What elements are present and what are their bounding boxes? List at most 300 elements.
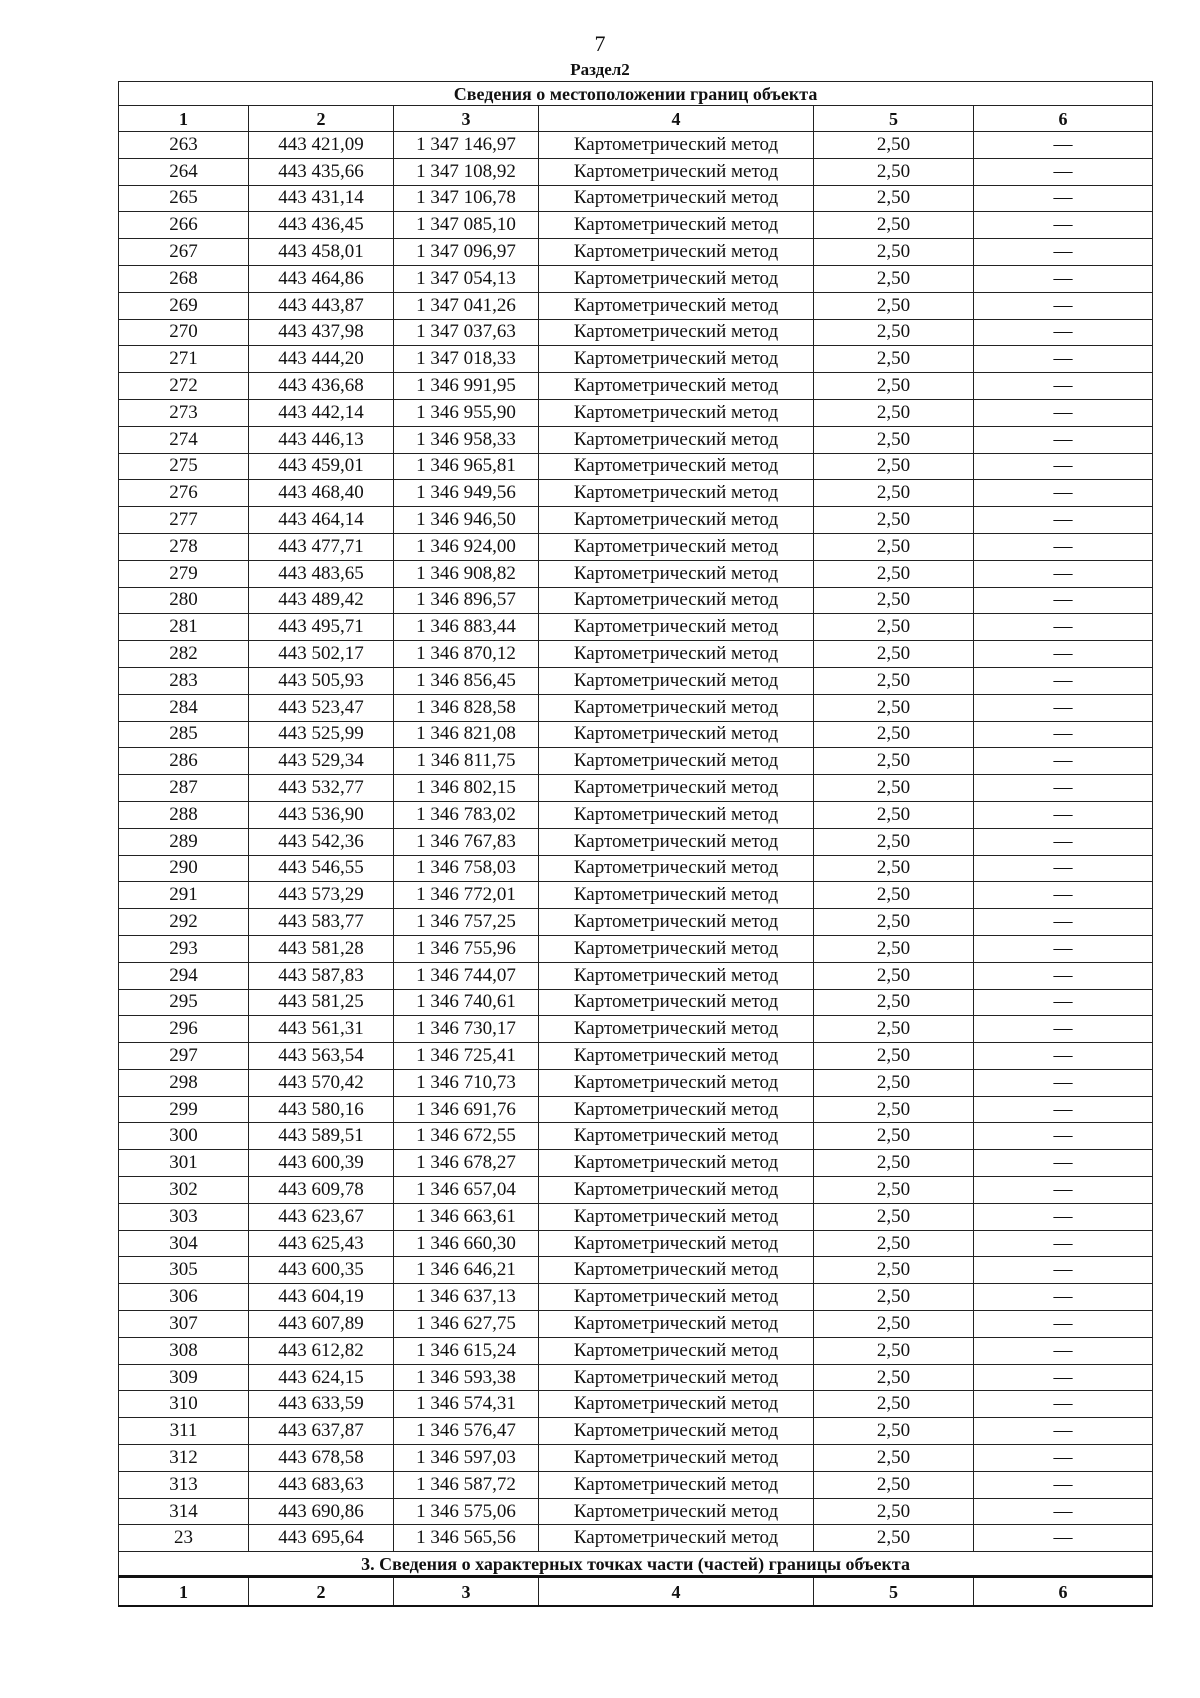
cell-coord-y: 1 346 767,83 [394,828,539,855]
cell-note: — [974,909,1153,936]
cell-coord-x: 443 431,14 [249,185,394,212]
cell-coord-x: 443 623,67 [249,1203,394,1230]
cell-method: Картометрический метод [539,1364,814,1391]
cell-coord-y: 1 346 946,50 [394,507,539,534]
cell-accuracy: 2,50 [814,1525,974,1552]
cell-coord-x: 443 612,82 [249,1337,394,1364]
cell-point-number: 278 [119,533,249,560]
cell-note: — [974,1257,1153,1284]
cell-coord-x: 443 437,98 [249,319,394,346]
cell-note: — [974,989,1153,1016]
table-row [119,1498,1153,1525]
column-number: 1 [119,106,249,132]
cell-method: Картометрический метод [539,989,814,1016]
cell-coord-x: 443 525,99 [249,721,394,748]
cell-coord-x: 443 609,78 [249,1177,394,1204]
cell-coord-y: 1 346 615,24 [394,1337,539,1364]
cell-point-number: 280 [119,587,249,614]
cell-coord-y: 1 346 657,04 [394,1177,539,1204]
cell-method: Картометрический метод [539,1498,814,1525]
cell-method: Картометрический метод [539,1230,814,1257]
cell-method: Картометрический метод [539,1471,814,1498]
cell-note: — [974,667,1153,694]
cell-coord-x: 443 421,09 [249,132,394,159]
cell-method: Картометрический метод [539,962,814,989]
cell-method: Картометрический метод [539,1123,814,1150]
cell-point-number: 266 [119,212,249,239]
cell-coord-x: 443 536,90 [249,801,394,828]
cell-method: Картометрический метод [539,265,814,292]
cell-method: Картометрический метод [539,614,814,641]
cell-accuracy: 2,50 [814,1123,974,1150]
cell-point-number: 274 [119,426,249,453]
cell-coord-y: 1 346 828,58 [394,694,539,721]
table-row [119,1471,1153,1498]
cell-accuracy: 2,50 [814,319,974,346]
cell-coord-x: 443 600,35 [249,1257,394,1284]
cell-coord-y: 1 346 672,55 [394,1123,539,1150]
cell-coord-y: 1 346 883,44 [394,614,539,641]
cell-coord-x: 443 532,77 [249,775,394,802]
cell-point-number: 299 [119,1096,249,1123]
cell-note: — [974,1471,1153,1498]
cell-point-number: 269 [119,292,249,319]
cell-point-number: 292 [119,909,249,936]
cell-accuracy: 2,50 [814,1391,974,1418]
cell-coord-x: 443 580,16 [249,1096,394,1123]
cell-point-number: 271 [119,346,249,373]
cell-accuracy: 2,50 [814,962,974,989]
cell-method: Картометрический метод [539,721,814,748]
cell-point-number: 283 [119,667,249,694]
cell-coord-y: 1 346 965,81 [394,453,539,480]
cell-coord-x: 443 505,93 [249,667,394,694]
cell-point-number: 279 [119,560,249,587]
cell-coord-x: 443 542,36 [249,828,394,855]
cell-accuracy: 2,50 [814,828,974,855]
cell-note: — [974,185,1153,212]
cell-note: — [974,292,1153,319]
table-caption: Сведения о местоположении границ объекта [119,82,1153,106]
table-row [119,292,1153,319]
cell-note: — [974,775,1153,802]
cell-coord-x: 443 695,64 [249,1525,394,1552]
cell-coord-x: 443 489,42 [249,587,394,614]
cell-accuracy: 2,50 [814,507,974,534]
cell-point-number: 285 [119,721,249,748]
cell-point-number: 297 [119,1043,249,1070]
cell-note: — [974,614,1153,641]
table-row [119,989,1153,1016]
table-row [119,1096,1153,1123]
cell-coord-x: 443 459,01 [249,453,394,480]
cell-note: — [974,935,1153,962]
table-row [119,265,1153,292]
cell-method: Картометрический метод [539,373,814,400]
cell-accuracy: 2,50 [814,1337,974,1364]
cell-coord-x: 443 604,19 [249,1284,394,1311]
cell-accuracy: 2,50 [814,1284,974,1311]
cell-point-number: 294 [119,962,249,989]
cell-coord-y: 1 346 597,03 [394,1445,539,1472]
cell-coord-y: 1 346 908,82 [394,560,539,587]
cell-coord-y: 1 346 958,33 [394,426,539,453]
cell-method: Картометрический метод [539,1150,814,1177]
column-number: 2 [249,1577,394,1607]
cell-accuracy: 2,50 [814,1418,974,1445]
cell-coord-y: 1 346 574,31 [394,1391,539,1418]
cell-point-number: 281 [119,614,249,641]
cell-accuracy: 2,50 [814,1364,974,1391]
cell-method: Картометрический метод [539,694,814,721]
table-row [119,748,1153,775]
column-number: 5 [814,106,974,132]
cell-method: Картометрический метод [539,855,814,882]
cell-accuracy: 2,50 [814,239,974,266]
column-number: 3 [394,106,539,132]
table-caption-row [119,82,1153,106]
cell-coord-y: 1 347 037,63 [394,319,539,346]
cell-point-number: 296 [119,1016,249,1043]
cell-note: — [974,1043,1153,1070]
table-row [119,801,1153,828]
table-row [119,935,1153,962]
cell-accuracy: 2,50 [814,721,974,748]
cell-coord-x: 443 683,63 [249,1471,394,1498]
cell-note: — [974,748,1153,775]
cell-accuracy: 2,50 [814,587,974,614]
table-row [119,694,1153,721]
column-number: 2 [249,106,394,132]
cell-accuracy: 2,50 [814,909,974,936]
cell-point-number: 308 [119,1337,249,1364]
cell-method: Картометрический метод [539,1284,814,1311]
cell-coord-y: 1 346 802,15 [394,775,539,802]
cell-accuracy: 2,50 [814,560,974,587]
cell-point-number: 288 [119,801,249,828]
cell-coord-y: 1 346 660,30 [394,1230,539,1257]
cell-accuracy: 2,50 [814,882,974,909]
cell-coord-x: 443 570,42 [249,1069,394,1096]
table-row [119,426,1153,453]
cell-point-number: 309 [119,1364,249,1391]
cell-coord-y: 1 346 725,41 [394,1043,539,1070]
cell-point-number: 291 [119,882,249,909]
cell-coord-y: 1 346 870,12 [394,641,539,668]
cell-method: Картометрический метод [539,1043,814,1070]
table-body [119,82,1153,1607]
cell-method: Картометрический метод [539,1257,814,1284]
cell-coord-x: 443 637,87 [249,1418,394,1445]
table-row [119,319,1153,346]
cell-coord-y: 1 347 146,97 [394,132,539,159]
cell-coord-y: 1 346 587,72 [394,1471,539,1498]
column-number: 6 [974,106,1153,132]
cell-point-number: 293 [119,935,249,962]
cell-method: Картометрический метод [539,507,814,534]
cell-coord-x: 443 678,58 [249,1445,394,1472]
cell-coord-y: 1 346 856,45 [394,667,539,694]
cell-point-number: 312 [119,1445,249,1472]
page-number: 7 [594,31,606,56]
table-row [119,828,1153,855]
cell-note: — [974,1203,1153,1230]
table-row [119,1257,1153,1284]
cell-coord-x: 443 587,83 [249,962,394,989]
cell-note: — [974,1364,1153,1391]
cell-method: Картометрический метод [539,1311,814,1338]
cell-method: Картометрический метод [539,1069,814,1096]
cell-method: Картометрический метод [539,882,814,909]
cell-method: Картометрический метод [539,909,814,936]
cell-method: Картометрический метод [539,1525,814,1552]
cell-point-number: 295 [119,989,249,1016]
table-row [119,399,1153,426]
cell-method: Картометрический метод [539,1096,814,1123]
table-row [119,1016,1153,1043]
cell-coord-y: 1 346 575,06 [394,1498,539,1525]
column-number: 1 [119,1577,249,1607]
cell-coord-y: 1 346 924,00 [394,533,539,560]
table-row [119,1203,1153,1230]
cell-accuracy: 2,50 [814,1203,974,1230]
cell-coord-x: 443 581,25 [249,989,394,1016]
cell-accuracy: 2,50 [814,533,974,560]
cell-coord-x: 443 561,31 [249,1016,394,1043]
table-row [119,132,1153,159]
cell-accuracy: 2,50 [814,641,974,668]
cell-point-number: 267 [119,239,249,266]
cell-method: Картометрический метод [539,453,814,480]
table-row [119,587,1153,614]
table-row [119,1364,1153,1391]
cell-method: Картометрический метод [539,1177,814,1204]
cell-method: Картометрический метод [539,801,814,828]
cell-accuracy: 2,50 [814,775,974,802]
cell-note: — [974,1069,1153,1096]
cell-point-number: 284 [119,694,249,721]
table-row [119,962,1153,989]
cell-point-number: 307 [119,1311,249,1338]
cell-point-number: 301 [119,1150,249,1177]
cell-note: — [974,346,1153,373]
cell-note: — [974,882,1153,909]
cell-point-number: 263 [119,132,249,159]
cell-note: — [974,855,1153,882]
table-row [119,185,1153,212]
column-number: 6 [974,1577,1153,1607]
cell-method: Картометрический метод [539,935,814,962]
cell-coord-x: 443 589,51 [249,1123,394,1150]
table-row [119,507,1153,534]
cell-method: Картометрический метод [539,185,814,212]
cell-point-number: 300 [119,1123,249,1150]
cell-accuracy: 2,50 [814,1069,974,1096]
cell-method: Картометрический метод [539,775,814,802]
cell-accuracy: 2,50 [814,748,974,775]
cell-coord-y: 1 346 627,75 [394,1311,539,1338]
table-row [119,641,1153,668]
cell-accuracy: 2,50 [814,667,974,694]
cell-accuracy: 2,50 [814,1257,974,1284]
cell-method: Картометрический метод [539,346,814,373]
cell-accuracy: 2,50 [814,614,974,641]
cell-coord-y: 1 346 755,96 [394,935,539,962]
cell-method: Картометрический метод [539,533,814,560]
cell-coord-y: 1 346 949,56 [394,480,539,507]
cell-method: Картометрический метод [539,1391,814,1418]
cell-accuracy: 2,50 [814,158,974,185]
table-row [119,721,1153,748]
cell-point-number: 276 [119,480,249,507]
table-row [119,1069,1153,1096]
cell-method: Картометрический метод [539,292,814,319]
column-number: 4 [539,1577,814,1607]
cell-point-number: 23 [119,1525,249,1552]
cell-point-number: 277 [119,507,249,534]
cell-note: — [974,1150,1153,1177]
cell-coord-y: 1 346 637,13 [394,1284,539,1311]
cell-method: Картометрический метод [539,212,814,239]
table-row [119,1230,1153,1257]
table-row [119,1177,1153,1204]
cell-point-number: 311 [119,1418,249,1445]
cell-note: — [974,1418,1153,1445]
cell-method: Картометрический метод [539,426,814,453]
table-row [119,614,1153,641]
cell-accuracy: 2,50 [814,132,974,159]
cell-accuracy: 2,50 [814,694,974,721]
cell-coord-x: 443 523,47 [249,694,394,721]
section3-caption: 3. Сведения о характерных точках части (частей) границы объекта [119,1552,1153,1577]
table-row [119,480,1153,507]
cell-accuracy: 2,50 [814,1471,974,1498]
cell-coord-y: 1 347 085,10 [394,212,539,239]
cell-note: — [974,641,1153,668]
table-row [119,909,1153,936]
cell-point-number: 286 [119,748,249,775]
cell-note: — [974,319,1153,346]
cell-note: — [974,1123,1153,1150]
cell-coord-y: 1 346 663,61 [394,1203,539,1230]
cell-accuracy: 2,50 [814,185,974,212]
cell-coord-y: 1 347 108,92 [394,158,539,185]
cell-coord-y: 1 347 041,26 [394,292,539,319]
cell-coord-x: 443 458,01 [249,239,394,266]
cell-point-number: 290 [119,855,249,882]
table-row [119,373,1153,400]
cell-coord-x: 443 581,28 [249,935,394,962]
cell-coord-x: 443 529,34 [249,748,394,775]
cell-note: — [974,426,1153,453]
cell-coord-y: 1 347 018,33 [394,346,539,373]
cell-method: Картометрический метод [539,587,814,614]
table-row [119,1311,1153,1338]
cell-method: Картометрический метод [539,399,814,426]
table-row [119,158,1153,185]
cell-coord-y: 1 346 955,90 [394,399,539,426]
cell-coord-x: 443 446,13 [249,426,394,453]
cell-coord-x: 443 563,54 [249,1043,394,1070]
cell-coord-y: 1 346 757,25 [394,909,539,936]
cell-coord-y: 1 346 772,01 [394,882,539,909]
cell-accuracy: 2,50 [814,1150,974,1177]
cell-accuracy: 2,50 [814,1016,974,1043]
cell-coord-x: 443 495,71 [249,614,394,641]
table-row [119,1445,1153,1472]
table-row [119,855,1153,882]
cell-point-number: 314 [119,1498,249,1525]
cell-method: Картометрический метод [539,560,814,587]
cell-coord-x: 443 690,86 [249,1498,394,1525]
column-number-row [119,106,1153,132]
cell-point-number: 305 [119,1257,249,1284]
cell-accuracy: 2,50 [814,1230,974,1257]
cell-coord-x: 443 436,68 [249,373,394,400]
cell-coord-x: 443 435,66 [249,158,394,185]
column-number: 4 [539,106,814,132]
cell-point-number: 270 [119,319,249,346]
cell-coord-y: 1 347 054,13 [394,265,539,292]
cell-coord-y: 1 347 106,78 [394,185,539,212]
cell-method: Картометрический метод [539,1337,814,1364]
table-row [119,775,1153,802]
table-row [119,346,1153,373]
cell-coord-y: 1 346 758,03 [394,855,539,882]
cell-coord-x: 443 443,87 [249,292,394,319]
cell-note: — [974,801,1153,828]
cell-point-number: 287 [119,775,249,802]
cell-note: — [974,480,1153,507]
cell-coord-y: 1 346 744,07 [394,962,539,989]
cell-accuracy: 2,50 [814,453,974,480]
cell-accuracy: 2,50 [814,1177,974,1204]
cell-coord-y: 1 346 730,17 [394,1016,539,1043]
cell-note: — [974,560,1153,587]
cell-note: — [974,239,1153,266]
cell-coord-y: 1 346 740,61 [394,989,539,1016]
cell-note: — [974,694,1153,721]
cell-point-number: 289 [119,828,249,855]
cell-note: — [974,533,1153,560]
cell-coord-x: 443 600,39 [249,1150,394,1177]
cell-coord-y: 1 346 646,21 [394,1257,539,1284]
cell-accuracy: 2,50 [814,426,974,453]
cell-note: — [974,507,1153,534]
column-number: 3 [394,1577,539,1607]
cell-note: — [974,1230,1153,1257]
cell-point-number: 313 [119,1471,249,1498]
cell-point-number: 272 [119,373,249,400]
cell-method: Картометрический метод [539,641,814,668]
cell-note: — [974,1498,1153,1525]
cell-note: — [974,1525,1153,1552]
cell-coord-y: 1 346 811,75 [394,748,539,775]
cell-accuracy: 2,50 [814,212,974,239]
cell-coord-x: 443 607,89 [249,1311,394,1338]
cell-point-number: 282 [119,641,249,668]
cell-coord-y: 1 346 576,47 [394,1418,539,1445]
table-row [119,1337,1153,1364]
cell-note: — [974,1391,1153,1418]
section-title: Раздел2 [570,60,630,79]
cell-coord-y: 1 346 710,73 [394,1069,539,1096]
cell-method: Картометрический метод [539,1016,814,1043]
cell-note: — [974,1177,1153,1204]
table-row [119,667,1153,694]
column-number: 5 [814,1577,974,1607]
cell-coord-y: 1 346 896,57 [394,587,539,614]
